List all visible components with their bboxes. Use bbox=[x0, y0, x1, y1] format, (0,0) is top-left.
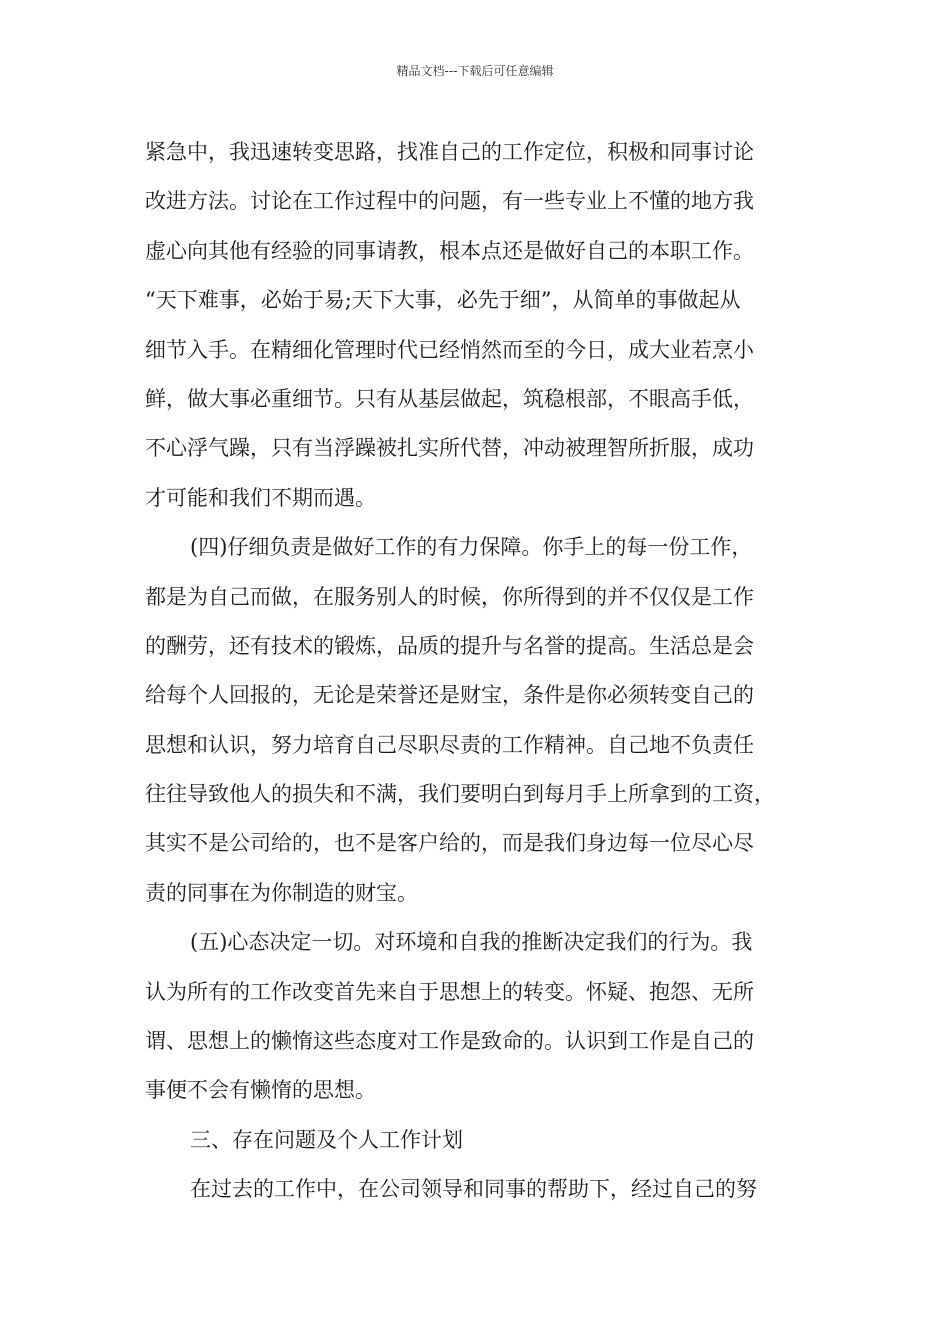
text-line: 责的同事在为你制造的财宝。 bbox=[145, 880, 418, 905]
text-line: “天下难事，必始于易;天下大事，必先于细”，从简单的事做起从 bbox=[145, 288, 741, 313]
text-line: 改进方法。讨论在工作过程中的问题，有一些专业上不懂的地方我 bbox=[145, 189, 754, 214]
text-line: (四)仔细负责是做好工作的有力保障。你手上的每一份工作， bbox=[190, 535, 753, 560]
text-line: 认为所有的工作改变首先来自于思想上的转变。怀疑、抱怨、无所 bbox=[145, 979, 754, 1004]
text-line: 谓、思想上的懒惰这些态度对工作是致命的。认识到工作是自己的 bbox=[145, 1029, 754, 1054]
text-line: 给每个人回报的，无论是荣誉还是财宝，条件是你必须转变自己的 bbox=[145, 683, 754, 708]
text-line: 事便不会有懒惰的思想。 bbox=[145, 1078, 376, 1103]
text-line: 往往导致他人的损失和不满，我们要明白到每月手上所拿到的工资， bbox=[145, 782, 775, 807]
text-line: 鲜，做大事必重细节。只有从基层做起，筑稳根部，不眼高手低， bbox=[145, 386, 754, 411]
text-line: 细节入手。在精细化管理时代已经悄然而至的今日，成大业若烹小 bbox=[145, 337, 754, 362]
text-line: 才可能和我们不期而遇。 bbox=[145, 485, 376, 510]
text-line: 其实不是公司给的，也不是客户给的，而是我们身边每一位尽心尽 bbox=[145, 831, 754, 856]
text-line: 的酬劳，还有技术的锻炼，品质的提升与名誉的提高。生活总是会 bbox=[145, 633, 754, 658]
text-line: 不心浮气躁，只有当浮躁被扎实所代替，冲动被理智所折服，成功 bbox=[145, 436, 754, 461]
page-header: 精品文档---下载后可任意编辑 bbox=[396, 64, 554, 78]
text-line: 三、存在问题及个人工作计划 bbox=[190, 1127, 463, 1152]
text-line: (五)心态决定一切。对环境和自我的推断决定我们的行为。我 bbox=[190, 930, 753, 955]
text-line: 在过去的工作中，在公司领导和同事的帮助下，经过自己的努 bbox=[190, 1177, 757, 1202]
text-line: 都是为自己而做，在服务别人的时候，你所得到的并不仅仅是工作 bbox=[145, 584, 754, 609]
text-line: 思想和认识，努力培育自己尽职尽责的工作精神。自己地不负责任 bbox=[145, 732, 754, 757]
text-line: 紧急中，我迅速转变思路，找准自己的工作定位，积极和同事讨论 bbox=[145, 140, 754, 164]
document-body bbox=[145, 128, 810, 1215]
text-line: 虚心向其他有经验的同事请教，根本点还是做好自己的本职工作。 bbox=[145, 238, 754, 263]
